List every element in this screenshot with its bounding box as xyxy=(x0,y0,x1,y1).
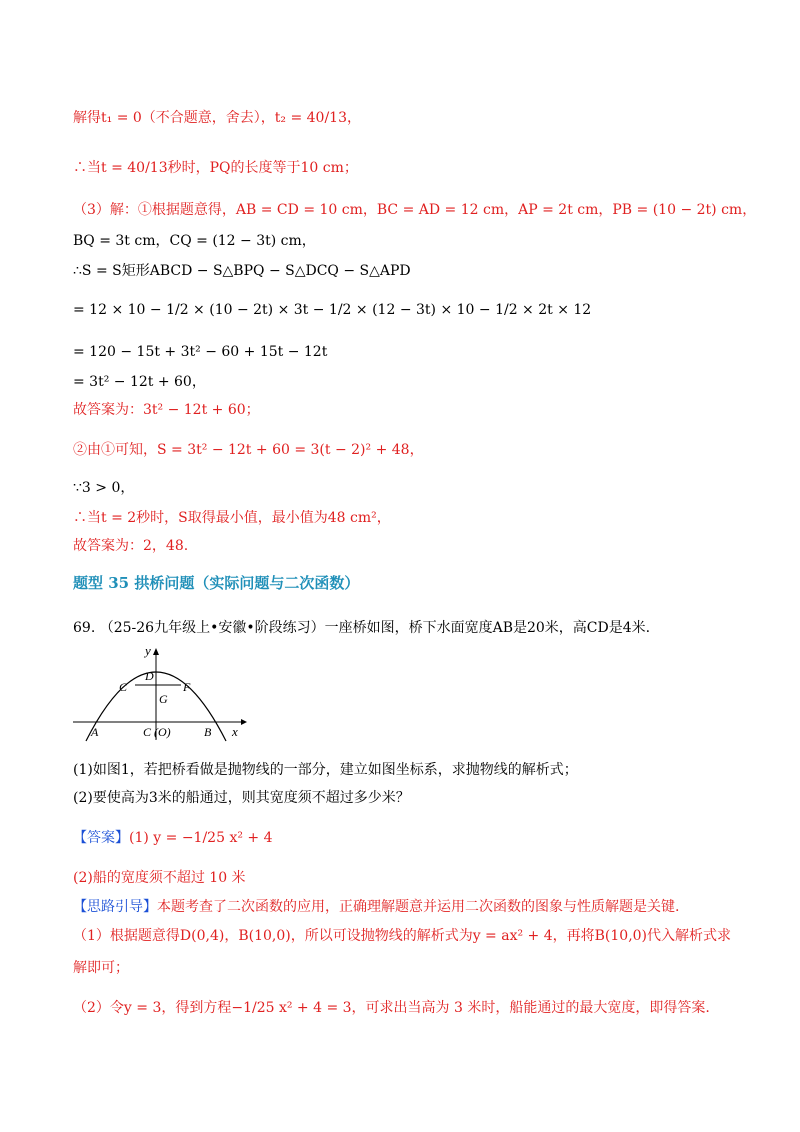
solution-line: = 3t² − 12t + 60， xyxy=(73,374,206,390)
solution-line: 故答案为：3t² − 12t + 60； xyxy=(73,402,260,418)
hint-tag: 【思路引导】 xyxy=(73,899,157,915)
label-y: y xyxy=(145,643,151,658)
solution-line: ∴当t = 2秒时，S取得最小值，最小值为48 cm²， xyxy=(73,510,391,526)
solution-line: （3）解：①根据题意得，AB = CD = 10 cm，BC = AD = 12 cm，AP = 2t cm，PB = (10 − 2t) cm， xyxy=(73,202,757,218)
hint-2: （2）令y = 3，得到方程−1/25 x² + 4 = 3，可求出当高为 3 米时，船能通过的最大宽度，即得答案. xyxy=(73,1000,710,1016)
label-b: B xyxy=(204,725,212,739)
x-axis-arrow-icon xyxy=(241,719,247,725)
question-line xyxy=(73,618,733,638)
answer-2: (2)船的宽度须不超过 10 米 xyxy=(73,870,246,886)
label-c-origin: C (O) xyxy=(143,725,171,739)
section-title: 题型 35 拱桥问题（实际问题与二次函数） xyxy=(73,574,360,592)
answer-line xyxy=(73,828,733,848)
label-a: A xyxy=(91,725,99,739)
solution-line: = 120 − 15t + 3t² − 60 + 15t − 12t xyxy=(73,344,328,360)
solution-line: = 12 × 10 − 1/2 × (10 − 2t) × 3t − 1/2 × (12 − 3t) × 10 − 1/2 × 2t × 12 xyxy=(73,302,592,318)
solution-line: BQ = 3t cm，CQ = (12 − 3t) cm， xyxy=(73,233,316,249)
question-source: （25-26九年级上•安徽•阶段练习） xyxy=(99,620,325,636)
question-sub: (1)如图1，若把桥看做是抛物线的一部分，建立如图坐标系，求抛物线的解析式； xyxy=(73,762,578,778)
solution-line: ∵3 > 0， xyxy=(73,480,135,496)
question-text: 一座桥如图，桥下水面宽度AB是20米，高CD是4米. xyxy=(324,620,651,636)
hint-line xyxy=(73,897,733,917)
solution-line: 解得t₁ = 0（不合题意，舍去），t₂ = 40/13， xyxy=(73,110,361,126)
solution-line: ②由①可知，S = 3t² − 12t + 60 = 3(t − 2)² + 48， xyxy=(73,442,424,458)
bridge-figure xyxy=(73,643,253,743)
solution-line: ∴S = S矩形ABCD − S△BPQ − S△DCQ − S△APD xyxy=(73,263,411,279)
solution-line: 故答案为：2，48. xyxy=(73,538,189,554)
solution-line: ∴当t = 40/13秒时，PQ的长度等于10 cm； xyxy=(73,160,358,176)
hint-1a: （1）根据题意得D(0,4)，B(10,0)，所以可设抛物线的解析式为y = ax² + 4，再将B(10,0)代入解析式求 xyxy=(73,928,732,944)
label-d: D xyxy=(145,669,154,683)
hint-text: 本题考查了二次函数的应用，正确理解题意并运用二次函数的图象与性质解题是关键. xyxy=(157,899,680,915)
label-g: G xyxy=(159,692,168,706)
label-c-left: C xyxy=(119,680,128,694)
hint-1b: 解即可； xyxy=(73,960,129,976)
label-f: F xyxy=(183,680,191,694)
label-x: x xyxy=(232,724,238,739)
answer-1: (1) y = −1/25 x² + 4 xyxy=(129,830,273,846)
y-axis-arrow-icon xyxy=(153,648,159,655)
answer-tag: 【答案】 xyxy=(73,830,129,846)
question-number: 69. xyxy=(73,620,96,636)
question-sub: (2)要使高为3米的船通过，则其宽度须不超过多少米？ xyxy=(73,790,410,806)
